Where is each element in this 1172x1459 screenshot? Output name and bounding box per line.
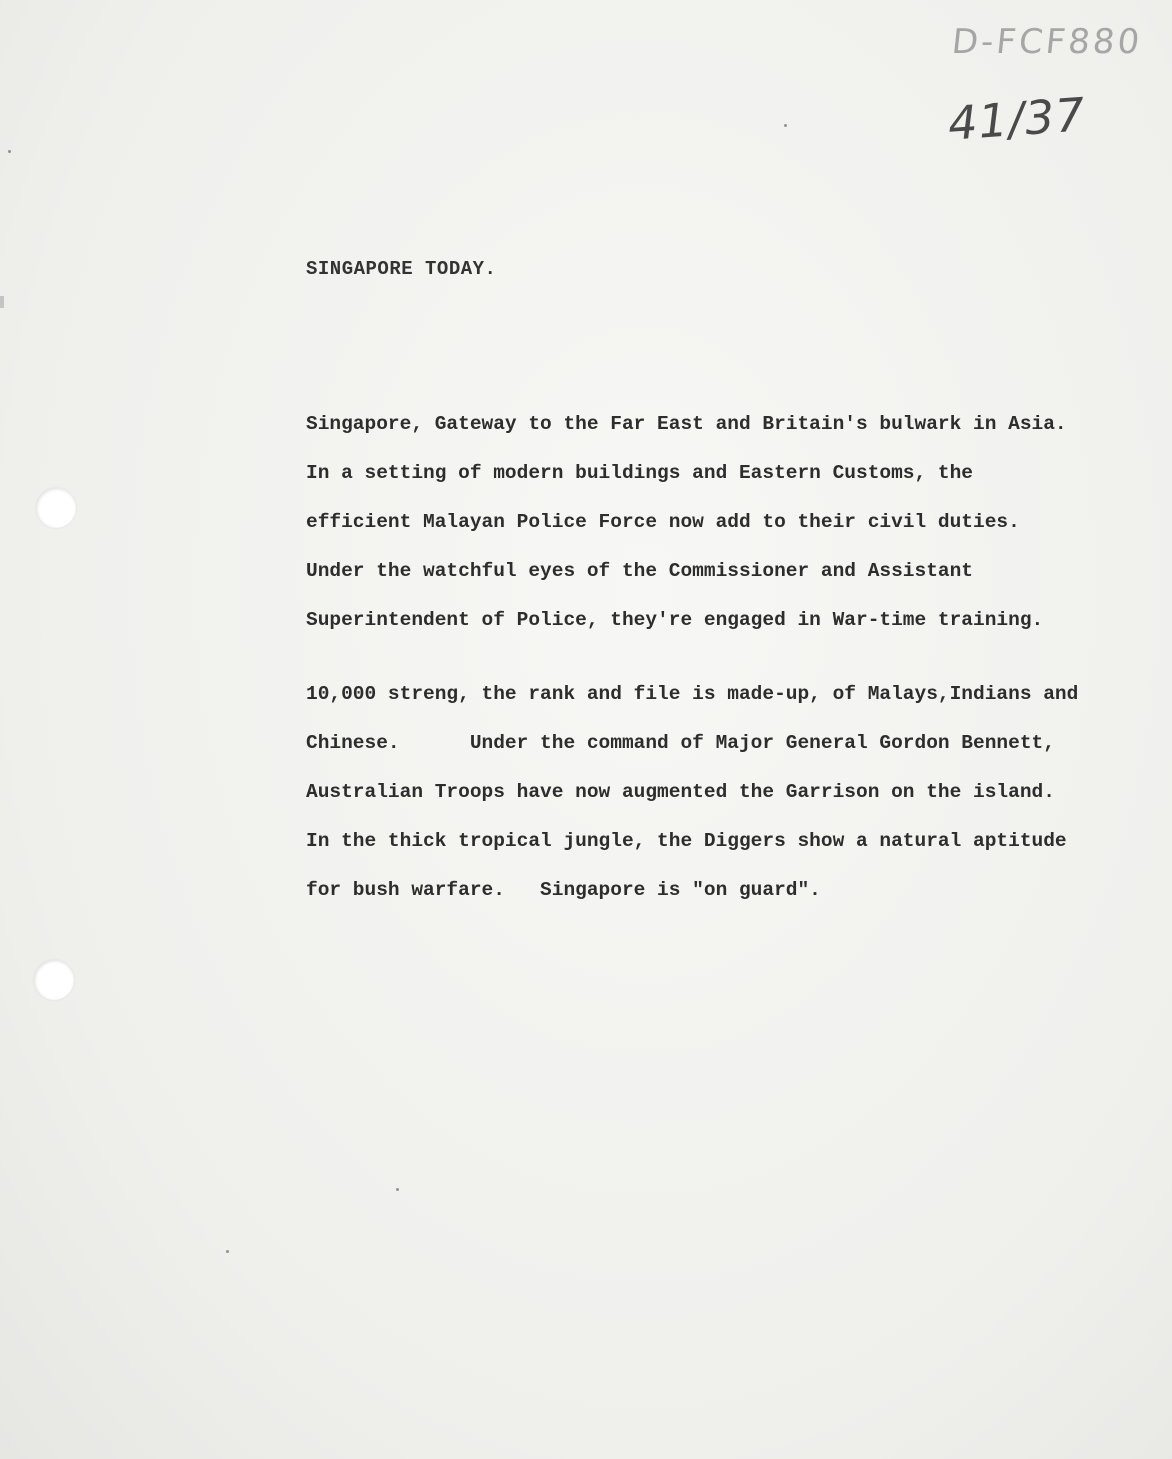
ink-speck — [8, 150, 11, 153]
ink-speck — [784, 124, 787, 127]
paragraph-line: Superintendent of Police, they're engaged in War-time training. — [306, 609, 1044, 631]
paragraph-line: 10,000 streng, the rank and file is made-up, of Malays,Indians and — [306, 683, 1079, 705]
paragraph-line: In a setting of modern buildings and Eastern Customs, the — [306, 462, 974, 484]
paragraph-line: for bush warfare. Singapore is "on guard". — [306, 879, 821, 901]
paragraph-line: Australian Troops have now augmented the Garrison on the island. — [306, 781, 1055, 803]
paragraph-1 — [306, 400, 1067, 645]
punch-hole — [34, 960, 74, 1000]
paragraph-line: Singapore, Gateway to the Far East and Britain's bulwark in Asia. — [306, 413, 1067, 435]
ink-speck — [226, 1250, 229, 1253]
paragraph-line: efficient Malayan Police Force now add to their civil duties. — [306, 511, 1020, 533]
edge-mark — [0, 296, 4, 308]
archive-code-stamp: D-FCF880 — [949, 22, 1145, 62]
paragraph-2 — [306, 670, 1078, 915]
document-title: SINGAPORE TODAY. — [306, 258, 497, 280]
handwritten-reference-number: 41/37 — [946, 87, 1088, 151]
punch-hole — [36, 488, 76, 528]
ink-speck — [396, 1188, 399, 1191]
paragraph-line: Chinese. Under the command of Major General Gordon Bennett, — [306, 732, 1055, 754]
paragraph-line: In the thick tropical jungle, the Diggers show a natural aptitude — [306, 830, 1067, 852]
paragraph-line: Under the watchful eyes of the Commissioner and Assistant — [306, 560, 974, 582]
